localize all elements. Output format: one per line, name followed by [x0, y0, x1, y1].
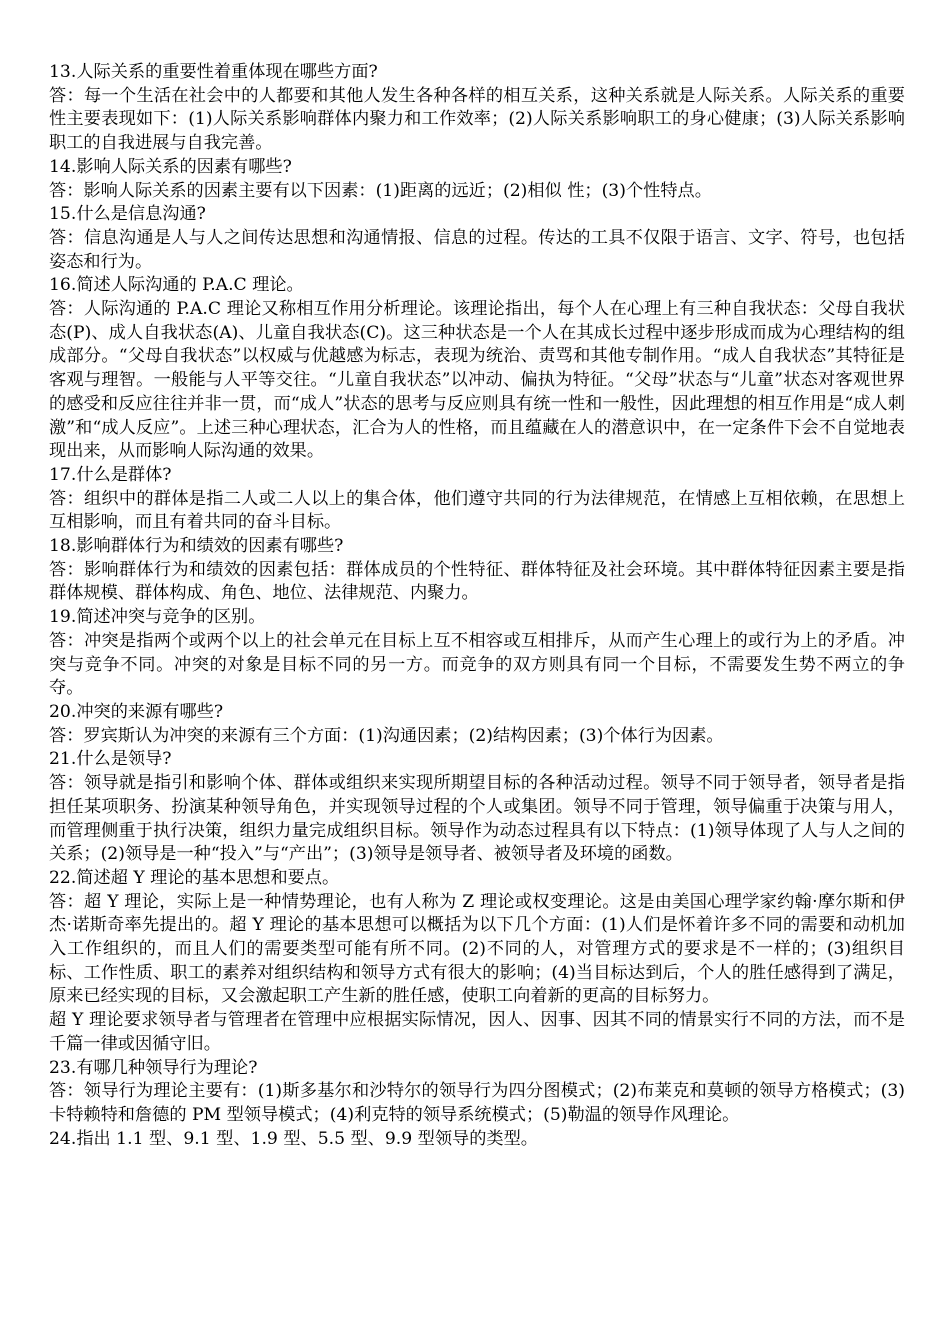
- answer-15: 答：信息沟通是人与人之间传达思想和沟通情报、信息的过程。传达的工具不仅限于语言、文字、符号，也包括姿态和行为。: [49, 227, 905, 272]
- question-18: 18.影响群体行为和绩效的因素有哪些?: [49, 536, 344, 557]
- document-body: [49, 61, 905, 1151]
- answer-16: 答：人际沟通的 P.A.C 理论又称相互作用分析理论。该理论指出，每个人在心理上有三种自我状态：父母自我状态(P)、成人自我状态(A)、儿童自我状态(C)。这三种状态是一个人在其成长过程中逐步形成而成为心理结构的组成部分。“父母自我状态”以权威与优越感为标志，表现为统治、责骂和其他专制作用。“成人自我状态”其特征是客观与理智。一般能与人平等交往。“儿童自我状态”以冲动、偏执为特征。“父母”状态与“儿童”状态对客观世界的感受和反应往往并非一贯，而“成人”状态的思考与反应则具有统一性和一般性，因此理想的相互作用是“成人刺激”和“成人反应”。上述三种心理状态，汇合为人的性格，而且蕴藏在人的潜意识中，在一定条件下会不自觉地表现出来，从而影响人际沟通的效果。: [49, 299, 905, 462]
- question-24: 24.指出 1.1 型、9.1 型、1.9 型、5.5 型、9.9 型领导的类型。: [49, 1128, 538, 1149]
- answer-22-continued: 超 Y 理论要求领导者与管理者在管理中应根据实际情况，因人、因事、因其不同的情景实行不同的方法，而不是千篇一律或因循守旧。: [49, 1010, 905, 1054]
- answer-19: 答：冲突是指两个或两个以上的社会单元在目标上互不相容或互相排斥，从而产生心理上的或行为上的矛盾。冲突与竞争不同。冲突的对象是目标不同的另一方。而竞争的双方则具有同一个目标，不需要发生势不两立的争夺。: [49, 630, 905, 699]
- question-13: 13.人际关系的重要性着重体现在哪些方面?: [49, 62, 378, 82]
- answer-20: 答：罗宾斯认为冲突的来源有三个方面：(1)沟通因素；(2)结构因素；(3)个体行为因素。: [49, 725, 724, 746]
- question-17: 17.什么是群体?: [49, 464, 172, 485]
- question-20: 20.冲突的来源有哪些?: [49, 701, 224, 722]
- question-14: 14.影响人际关系的因素有哪些?: [49, 156, 292, 177]
- answer-13: 答：每一个生活在社会中的人都要和其他人发生各种各样的相互关系，这种关系就是人际关系。人际关系的重要性主要表现如下：(1)人际关系影响群体内聚力和工作效率；(2)人际关系影响职工的身心健康；(3)人际关系影响职工的自我进展与自我完善。: [49, 85, 905, 154]
- answer-21: 答：领导就是指引和影响个体、群体或组织来实现所期望目标的各种活动过程。领导不同于领导者，领导者是指担任某项职务、扮演某种领导角色，并实现领导过程的个人或集团。领导不同于管理，领导偏重于决策与用人，而管理侧重于执行决策，组织力量完成组织目标。领导作为动态过程具有以下特点：(1)领导体现了人与人之间的关系；(2)领导是一种“投入”与“产出”；(3)领导是领导者、被领导者及环境的函数。: [49, 773, 905, 865]
- question-21: 21.什么是领导?: [49, 749, 172, 770]
- answer-23: 答：领导行为理论主要有：(1)斯多基尔和沙特尔的领导行为四分图模式；(2)布莱克和莫顿的领导方格模式；(3)卡特赖特和詹德的 PM 型领导模式；(4)利克特的领导系统模式；(5)勒温的领导作风理论。: [49, 1081, 905, 1125]
- question-15: 15.什么是信息沟通?: [49, 204, 206, 225]
- question-22: 22.简述超 Y 理论的基本思想和要点。: [49, 867, 340, 888]
- question-16: 16.简述人际沟通的 P.A.C 理论。: [49, 275, 304, 296]
- question-19: 19.简述冲突与竞争的区别。: [49, 607, 266, 628]
- answer-22: 答：超 Y 理论，实际上是一种情势理论，也有人称为 Z 理论或权变理论。这是由美国心理学家约翰·摩尔斯和伊杰·诺斯奇率先提出的。超 Y 理论的基本思想可以概括为以下几个方面：(1)人们是怀着许多不同的需要和动机加入工作组织的，而且人们的需要类型可能有所不同。(2)不同的人，对管理方式的要求是不一样的；(3)组织目标、工作性质、职工的素养对组织结构和领导方式有很大的影响；(4)当目标达到后，个人的胜任感得到了满足，原来已经实现的目标，又会激起职工产生新的胜任感，使职工向着新的更高的目标努力。: [49, 891, 905, 1007]
- answer-14: 答：影响人际关系的因素主要有以下因素：(1)距离的远近；(2)相似 性；(3)个性特点。: [49, 180, 712, 201]
- question-23: 23.有哪几种领导行为理论?: [49, 1057, 258, 1078]
- answer-17: 答：组织中的群体是指二人或二人以上的集合体，他们遵守共同的行为法律规范，在情感上互相依赖，在思想上互相影响，而且有着共同的奋斗目标。: [49, 488, 905, 533]
- answer-18: 答：影响群体行为和绩效的因素包括：群体成员的个性特征、群体特征及社会环境。其中群体特征因素主要是指群体规模、群体构成、角色、地位、法律规范、内聚力。: [49, 559, 905, 604]
